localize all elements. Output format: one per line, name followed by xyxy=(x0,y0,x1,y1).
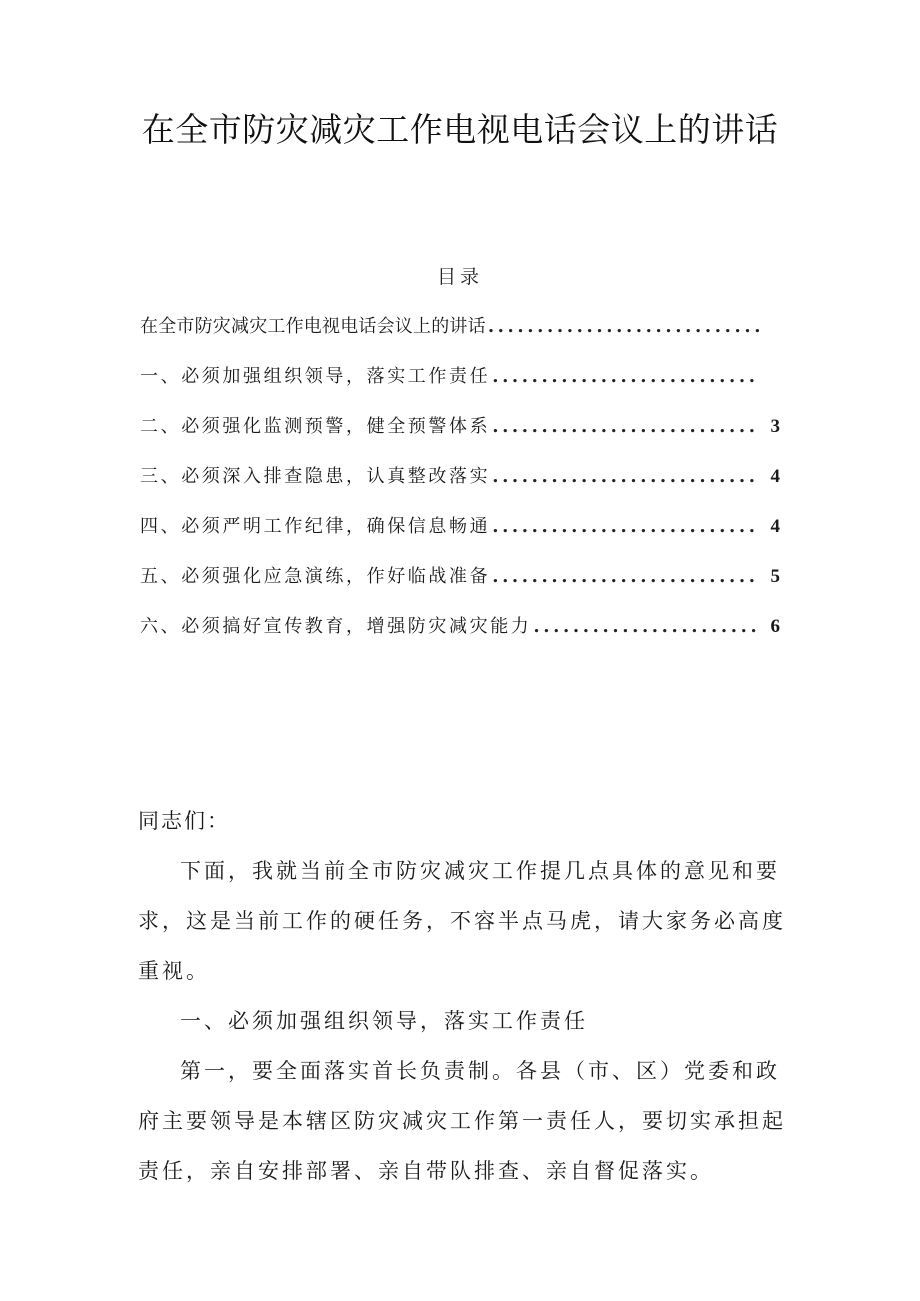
toc-entry-label: 三、必须深入排查隐患，认真整改落实 xyxy=(140,466,491,487)
toc-entry-page: 6 xyxy=(770,616,780,637)
toc-leader-dots xyxy=(492,362,760,392)
toc-leader-dots xyxy=(492,462,760,492)
toc-leader-dots xyxy=(492,412,760,442)
section-heading: 一、必须加强组织领导，落实工作责任 xyxy=(180,1009,588,1033)
toc-entry-label: 一、必须加强组织领导，落实工作责任 xyxy=(140,366,491,387)
toc-entry-label: 在全市防灾减灾工作电视电话会议上的讲话 xyxy=(140,316,486,337)
toc-entry[interactable] xyxy=(140,362,780,412)
toc-leader-dots xyxy=(492,512,760,542)
intro-paragraph: 下面，我就当前全市防灾减灾工作提几点具体的意见和要求，这是当前工作的硬任务，不容半点马虎，请大家务必高度重视。 xyxy=(138,859,786,983)
table-of-contents xyxy=(140,312,780,662)
document-title: 在全市防灾减灾工作电视电话会议上的讲话 xyxy=(141,110,779,149)
toc-entry[interactable] xyxy=(140,512,780,562)
greeting: 同志们： xyxy=(138,809,230,833)
body-paragraph: 第一，要全面落实首长负责制。各县（市、区）党委和政府主要领导是本辖区防灾减灾工作第一责任人，要切实承担起责任，亲自安排部署、亲自带队排查、亲自督促落实。 xyxy=(138,1059,786,1183)
toc-entry-page: 5 xyxy=(770,566,780,587)
toc-entry[interactable] xyxy=(140,312,780,362)
document-body xyxy=(138,796,798,1196)
toc-entry-page: 3 xyxy=(770,416,780,437)
toc-entry-label: 四、必须严明工作纪律，确保信息畅通 xyxy=(140,516,491,537)
toc-leader-dots xyxy=(533,612,760,642)
toc-entry-label: 六、必须搞好宣传教育，增强防灾减灾能力 xyxy=(140,616,532,637)
toc-heading: 目录 xyxy=(436,266,483,288)
toc-entry-page: 4 xyxy=(770,516,780,537)
toc-entry[interactable] xyxy=(140,562,780,612)
toc-entry[interactable] xyxy=(140,462,780,512)
toc-entry[interactable] xyxy=(140,612,780,662)
toc-leader-dots xyxy=(492,562,760,592)
toc-entry-label: 二、必须强化监测预警，健全预警体系 xyxy=(140,416,491,437)
toc-leader-dots xyxy=(488,312,760,342)
toc-entry-page: 4 xyxy=(770,466,780,487)
toc-entry[interactable] xyxy=(140,412,780,462)
toc-entry-label: 五、必须强化应急演练，作好临战准备 xyxy=(140,566,491,587)
